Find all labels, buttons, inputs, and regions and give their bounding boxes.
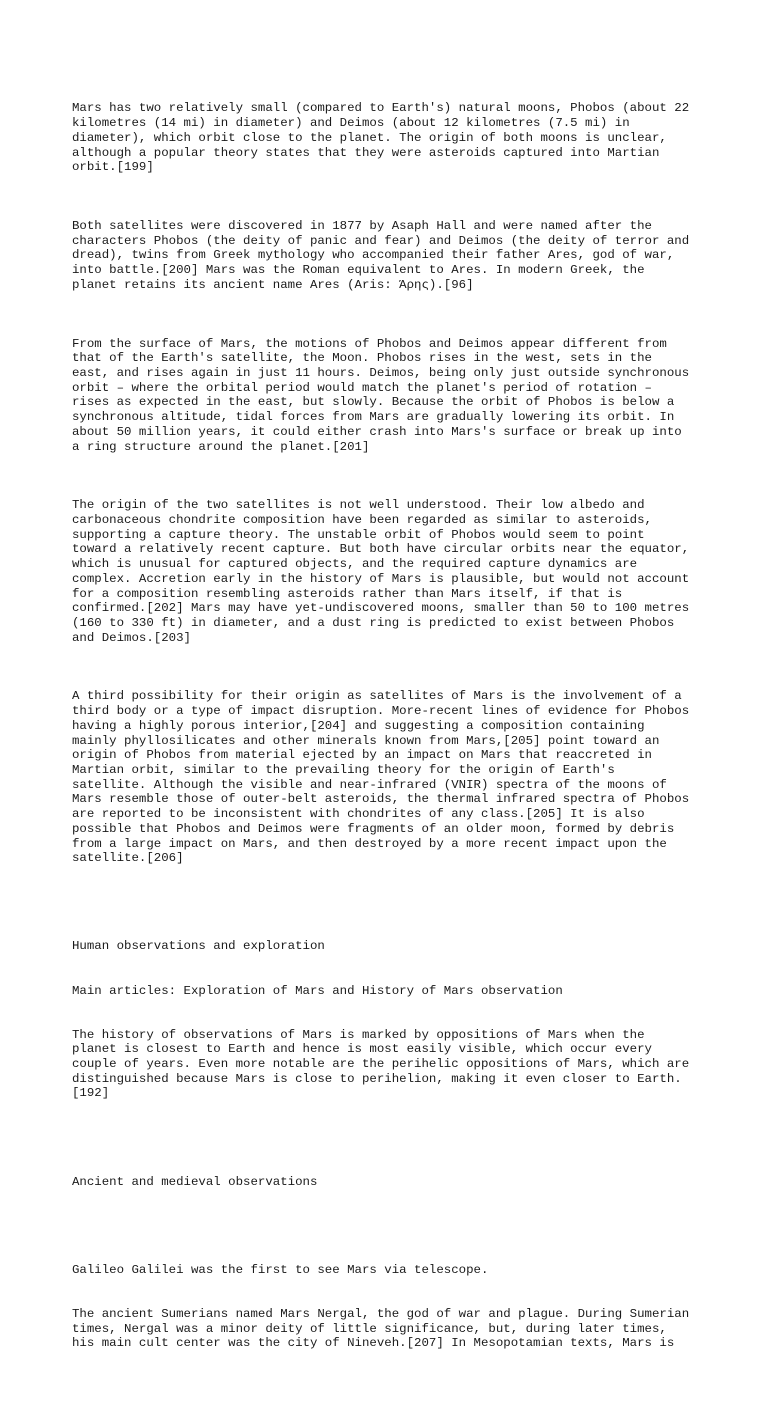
image-caption: Galileo Galilei was the first to see Mars via telescope. — [72, 1262, 489, 1277]
main-articles-note: Main articles: Exploration of Mars and History of Mars observation — [72, 983, 563, 998]
paragraph-moons-intro: Mars has two relatively small (compared to Earth's) natural moons, Phobos (about 22 kilometres (14 mi) in diameter) and Deimos (about 12 kilometres (7.5 mi) in diameter), which orbit close to the planet. The origin of both moons is unclear, although a popular theory states that they were asteroids captured into Martian orbit.[199] — [72, 101, 690, 175]
paragraph-moons-third-possibility: A third possibility for their origin as satellites of Mars is the involvement of a third body or a type of impact disruption. More-recent lines of evidence for Phobos having a highly porous interior,[204] and suggesting a composition containing mainly phyllosilicates and other minerals known from Mars,[205] point toward an origin of Phobos from material ejected by an impact on Mars that reaccreted in Martian orbit, similar to the prevailing theory for the origin of Earth's satellite. Although the visible and near-infrared (VNIR) spectra of the moons of Mars resemble those of outer-belt asteroids, the thermal infrared spectra of Phobos are reported to be inconsistent with chondrites of any class.[205] It is also possible that Phobos and Deimos were fragments of an older moon, formed by debris from a large impact on Mars, and then destroyed by a more recent impact upon the satellite.[206] — [72, 689, 690, 866]
paragraph-moons-discovery: Both satellites were discovered in 1877 by Asaph Hall and were named after the characters Phobos (the deity of panic and fear) and Deimos (the deity of terror and dread), twins from Greek mythology who accompanied their father Ares, god of war, into battle.[200] Mars was the Roman equivalent to Ares. In modern Greek, the planet retains its ancient name Ares (Aris: Άρης).[96] — [72, 219, 690, 292]
section-paragraph: The history of observations of Mars is marked by oppositions of Mars when the planet is closest to Earth and hence is most easily visible, which occur every couple of years. Even more notable are the perihelic oppositions of Mars, which are distinguished because Mars is close to perihelion, making it even closer to Earth. [192] — [72, 1027, 690, 1101]
subsection-paragraph: The ancient Sumerians named Mars Nergal, the god of war and plague. During Sumerian times, Nergal was a minor deity of little significance, but, during later times, his main cult center was the city of Nineveh.[207] In Mesopotamian texts, Mars is — [72, 1306, 690, 1351]
document-page — [72, 72, 702, 1410]
paragraph-moons-origin: The origin of the two satellites is not well understood. Their low albedo and carbonaceous chondrite composition have been regarded as similar to asteroids, supporting a capture theory. The unstable orbit of Phobos would seem to point toward a relatively recent capture. But both have circular orbits near the equator, which is unusual for captured objects, and the required capture dynamics are complex. Accretion early in the history of Mars is plausible, but would not account for a composition resembling asteroids rather than Mars itself, if that is confirmed.[202] Mars may have yet-undiscovered moons, smaller than 50 to 100 metres (160 to 330 ft) in diameter, and a dust ring is predicted to exist between Phobos and Deimos.[203] — [72, 498, 690, 645]
paragraph-moons-motion: From the surface of Mars, the motions of Phobos and Deimos appear different from that of the Earth's satellite, the Moon. Phobos rises in the west, sets in the east, and rises again in just 11 hours. Deimos, being only just outside synchronous orbit – where the orbital period would match the planet's period of rotation – rises as expected in the east, but slowly. Because the orbit of Phobos is below a synchronous altitude, tidal forces from Mars are gradually lowering its orbit. In about 50 million years, it could either crash into Mars's surface or break up into a ring structure around the planet.[201] — [72, 336, 690, 454]
section-heading: Human observations and exploration — [72, 939, 325, 954]
subsection-heading: Ancient and medieval observations — [72, 1174, 318, 1189]
subsection-ancient-observations — [72, 1233, 702, 1380]
section-human-observations — [72, 910, 702, 1131]
